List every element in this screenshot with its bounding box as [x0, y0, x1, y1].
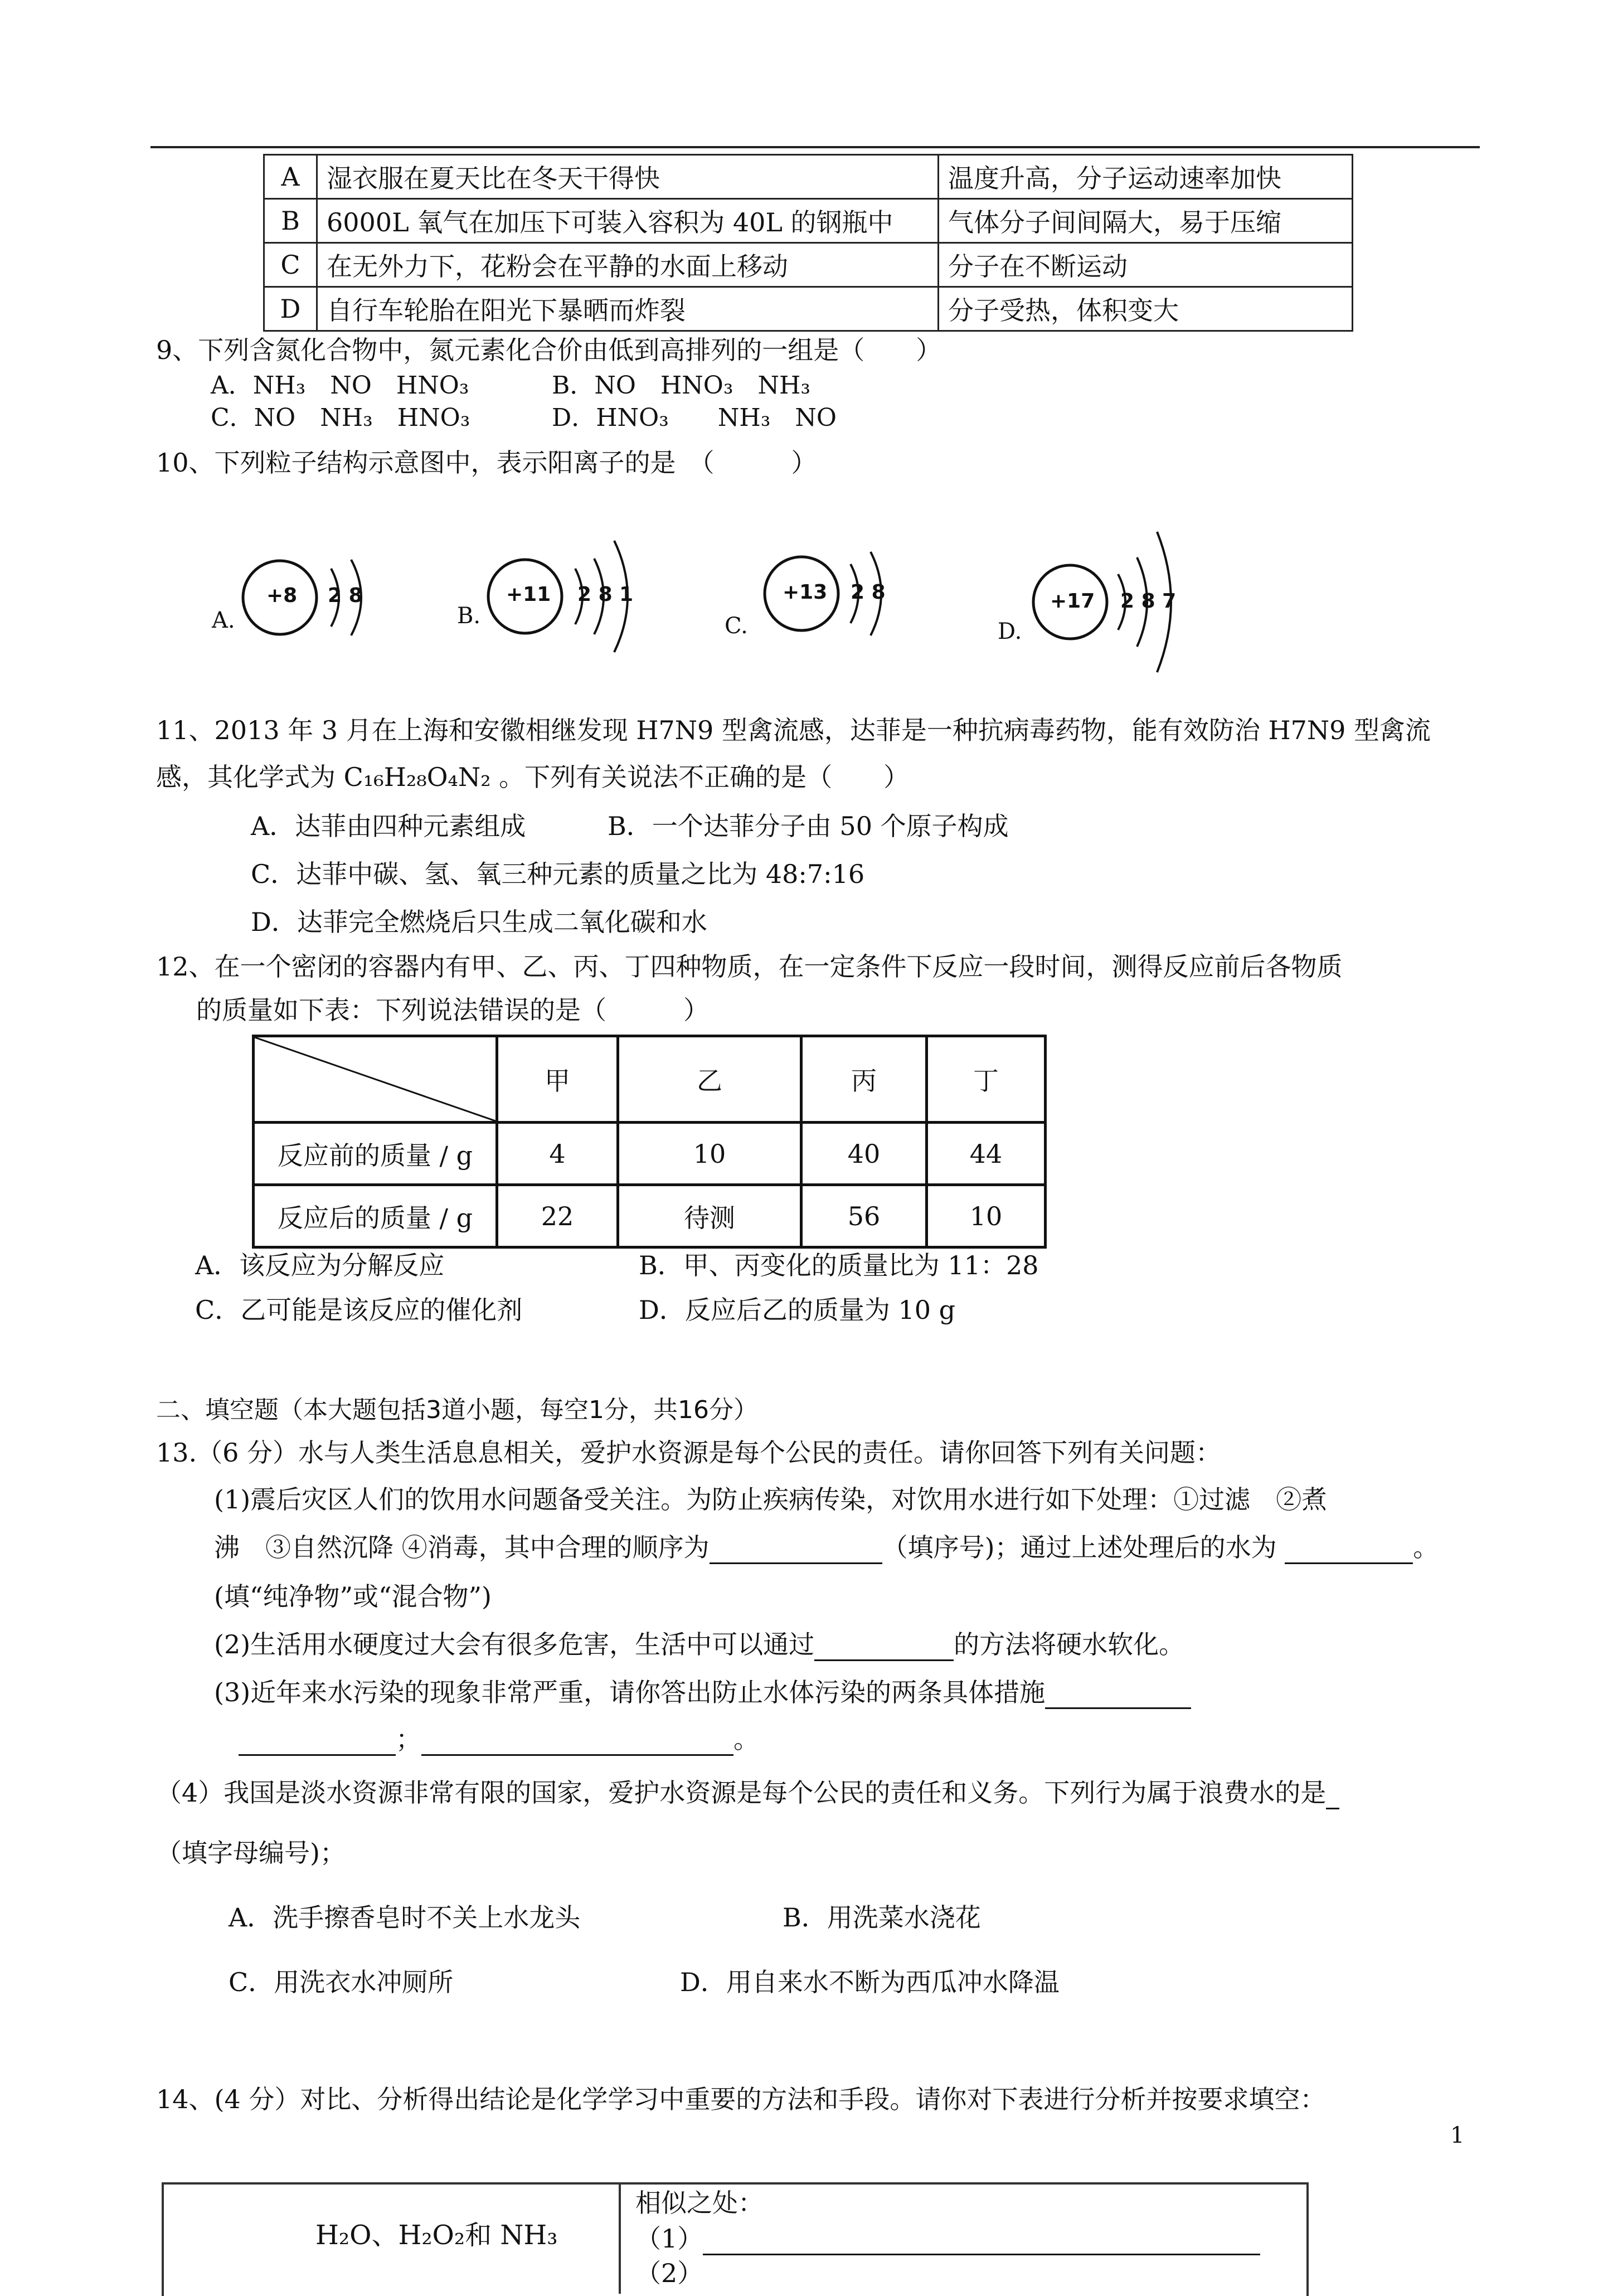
text: ； — [396, 1724, 421, 1754]
q9-stem: 9、下列含氮化合物中，氮元素化合价由低到高排列的一组是（ ） — [156, 335, 942, 365]
molecule-explanation-table — [263, 154, 1353, 332]
q14-stem: 14、(4 分）对比、分析得出结论是化学学习中重要的方法和手段。请你对下表进行分析并按要求填空： — [156, 2084, 1326, 2114]
table-row — [254, 1123, 1046, 1185]
atom-b-icon — [457, 524, 669, 669]
nucleus-charge: +8 — [266, 584, 298, 607]
q12-line1: 12、在一个密闭的容器内有甲、乙、丙、丁四种物质，在一定条件下反应一段时间，测得反应前后各物质 — [156, 952, 1343, 982]
answer-blank[interactable] — [814, 1634, 954, 1661]
table-cell: 10 — [927, 1185, 1046, 1247]
explanation-cell: 气体分子间间隔大，易于压缩 — [939, 199, 1353, 243]
nucleus-charge: +13 — [783, 581, 828, 604]
similarity-title: 相似之处： — [635, 2188, 764, 2218]
text: (2)生活用水硬度过大会有很多危害，生活中可以通过 — [214, 1629, 815, 1659]
atom-diagram-c — [725, 530, 914, 669]
q11-option-c: C．达菲中碳、氢、氧三种元素的质量之比为 48:7:16 — [251, 859, 865, 889]
option-label: A. — [212, 608, 235, 633]
q13-part1-line2 — [214, 1531, 1439, 1564]
phenomenon-cell: 在无外力下，花粉会在平静的水面上移动 — [317, 243, 939, 287]
q9-option-b: B．NO HNO₃ NH₃ — [552, 371, 810, 400]
table-cell: 40 — [801, 1123, 927, 1185]
text: 。 — [733, 1724, 759, 1754]
option-label: D. — [998, 619, 1022, 644]
similarity-item-1 — [635, 2222, 1260, 2255]
answer-blank[interactable] — [1045, 1682, 1191, 1709]
explanation-cell: 温度升高，分子运动速率加快 — [939, 155, 1353, 199]
q11-line1: 11、2013 年 3 月在上海和安徽相继发现 H7N9 型禽流感，达菲是一种抗病毒药物，能有效防治 H7N9 型禽流 — [156, 715, 1431, 745]
column-header: 甲 — [497, 1036, 618, 1123]
row-label: C — [264, 243, 317, 287]
q13-part1-line3: (填“纯净物”或“混合物”) — [214, 1581, 492, 1611]
table-divider — [619, 2182, 621, 2294]
row-label: A — [264, 155, 317, 199]
q12-option-b: B．甲、丙变化的质量比为 11：28 — [639, 1250, 1039, 1280]
explanation-cell: 分子受热，体积变大 — [939, 287, 1353, 331]
q13-option-c: C．用洗衣水冲厕所 — [229, 1967, 454, 1997]
q11-option-d: D．达菲完全燃烧后只生成二氧化碳和水 — [251, 907, 707, 937]
q12-option-d: D．反应后乙的质量为 10 g — [639, 1295, 956, 1325]
electron-config: 2 8 — [851, 581, 886, 604]
table-row — [264, 155, 1353, 199]
q11-line2: 感，其化学式为 C₁₆H₂₈O₄N₂ 。下列有关说法不正确的是（ ） — [156, 762, 910, 792]
phenomenon-cell: 湿衣服在夏天比在冬天干得快 — [317, 155, 939, 199]
text: (3)近年来水污染的现象非常严重，请你答出防止水体污染的两条具体措施 — [214, 1677, 1046, 1707]
answer-blank[interactable] — [421, 1729, 733, 1756]
q13-part4-line2: （填字母编号)； — [156, 1838, 346, 1868]
q13-part2 — [214, 1628, 1184, 1661]
answer-blank[interactable] — [239, 1729, 396, 1756]
nucleus-charge: +17 — [1050, 590, 1095, 613]
q10-stem: 10、下列粒子结构示意图中，表示阳离子的是 （ ） — [156, 448, 817, 478]
nucleus-charge: +11 — [506, 583, 551, 606]
header-rule — [150, 146, 1480, 148]
atom-diagram-a — [212, 535, 390, 669]
table-cell: 10 — [618, 1123, 801, 1185]
column-header: 丁 — [927, 1036, 1046, 1123]
q9-option-c: C．NO NH₃ HNO₃ — [211, 404, 470, 432]
text: 的方法将硬水软化。 — [954, 1629, 1185, 1659]
similarity-item-2: （2） — [635, 2258, 703, 2288]
table-row — [264, 287, 1353, 331]
q13-option-b: B．用洗菜水浇花 — [783, 1902, 981, 1933]
q13-part1-line1: (1)震后灾区人们的饮用水问题备受关注。为防止疾病传染，对饮用水进行如下处理：①过滤 ②煮 — [214, 1484, 1328, 1515]
row-label: 反应前的质量 / g — [254, 1123, 497, 1185]
atom-a-icon — [212, 535, 390, 669]
diagonal-header-cell — [254, 1036, 497, 1123]
column-header: 丙 — [801, 1036, 927, 1123]
electron-config: 2 8 7 — [1120, 590, 1177, 613]
row-label: B — [264, 199, 317, 243]
option-label: C. — [725, 613, 748, 639]
q12-option-c: C．乙可能是该反应的催化剂 — [195, 1295, 523, 1325]
q13-stem: 13.（6 分）水与人类生活息息相关，爱护水资源是每个公民的责任。请你回答下列有关问题： — [156, 1438, 1222, 1468]
mass-table — [252, 1035, 1047, 1249]
phenomenon-cell: 自行车轮胎在阳光下暴晒而炸裂 — [317, 287, 939, 331]
phenomenon-cell: 6000L 氧气在加压下可装入容积为 40L 的钢瓶中 — [317, 199, 939, 243]
table-cell: 44 — [927, 1123, 1046, 1185]
table-cell: 56 — [801, 1185, 927, 1247]
text: 。 — [1413, 1532, 1439, 1562]
table-row — [264, 243, 1353, 287]
text: （填序号)；通过上述处理后的水为 — [882, 1532, 1277, 1562]
q12-line2: 的质量如下表：下列说法错误的是（ ） — [196, 995, 709, 1025]
answer-blank[interactable] — [703, 2228, 1260, 2255]
text: 沸 ③自然沉降 ④消毒，其中合理的顺序为 — [214, 1532, 710, 1562]
row-label: 反应后的质量 / g — [254, 1185, 497, 1247]
column-header: 乙 — [618, 1036, 801, 1123]
table-row — [264, 199, 1353, 243]
table-row — [254, 1185, 1046, 1247]
answer-blank[interactable] — [1326, 1782, 1339, 1809]
formula-cell: H₂O、H₂O₂和 NH₃ — [315, 2220, 558, 2251]
electron-config: 2 8 — [328, 584, 363, 607]
diagonal-line — [255, 1037, 495, 1121]
answer-blank[interactable] — [710, 1537, 882, 1564]
q9-option-a: A．NH₃ NO HNO₃ — [211, 371, 469, 400]
option-label: B. — [457, 603, 481, 629]
table-cell: 4 — [497, 1123, 618, 1185]
q9-option-d: D．HNO₃ NH₃ NO — [552, 404, 837, 432]
text: （1） — [635, 2224, 703, 2254]
text: （4）我国是淡水资源非常有限的国家，爱护水资源是每个公民的责任和义务。下列行为属于浪费水的是 — [156, 1778, 1327, 1808]
q13-option-a: A．洗手擦香皂时不关上水龙头 — [229, 1902, 581, 1933]
q12-option-a: A．该反应为分解反应 — [195, 1250, 445, 1280]
q13-part4 — [156, 1776, 1339, 1809]
table-cell: 待测 — [618, 1185, 801, 1247]
electron-config: 2 8 1 — [577, 583, 634, 606]
section-heading: 二、填空题（本大题包括3道小题，每空1分，共16分） — [156, 1396, 758, 1424]
q11-option-a: A．达菲由四种元素组成 — [251, 811, 526, 841]
q13-part3 — [214, 1676, 1191, 1709]
atom-diagram-b — [457, 524, 669, 669]
answer-blank[interactable] — [1285, 1537, 1413, 1564]
row-label: D — [264, 287, 317, 331]
q11-option-b: B．一个达菲分子由 50 个原子构成 — [608, 811, 1009, 841]
q13-option-d: D．用自来水不断为西瓜冲水降温 — [680, 1967, 1060, 1997]
q13-part3-line2 — [239, 1722, 759, 1756]
page-number: 1 — [1450, 2123, 1465, 2148]
explanation-cell: 分子在不断运动 — [939, 243, 1353, 287]
table-header-row — [254, 1036, 1046, 1123]
table-cell: 22 — [497, 1185, 618, 1247]
atom-diagram-d — [998, 518, 1198, 686]
